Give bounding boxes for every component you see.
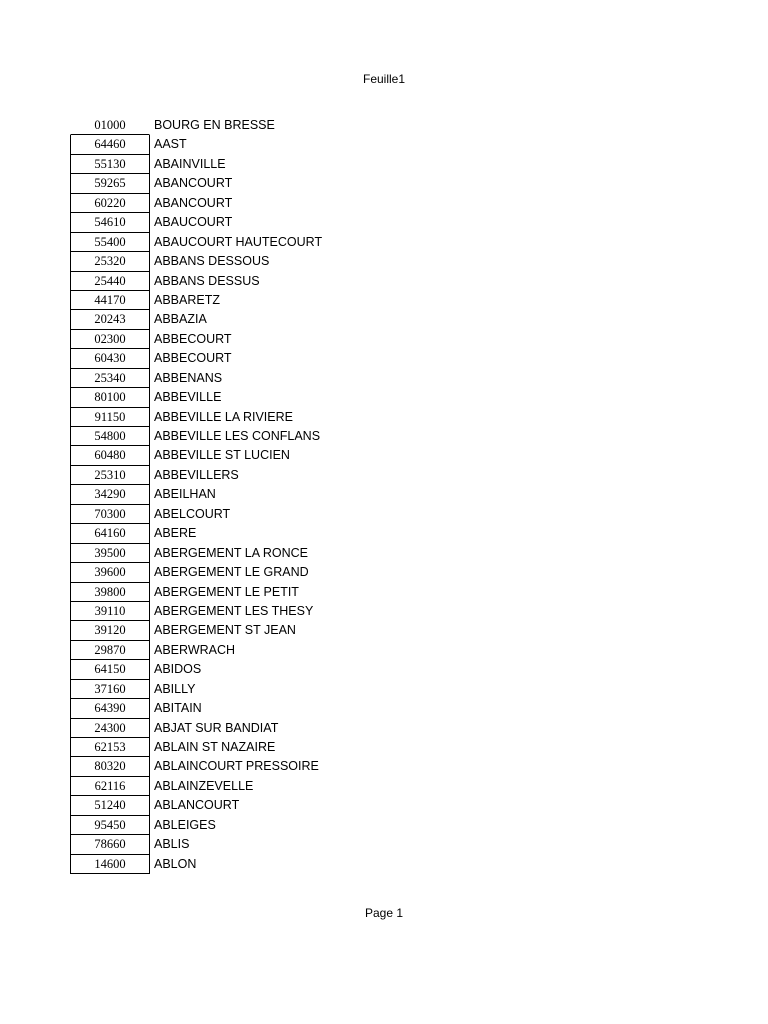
postal-code-cell: 24300 [70, 719, 150, 738]
postal-code-cell: 20243 [70, 310, 150, 329]
postal-code-cell: 64460 [70, 135, 150, 154]
postal-code-cell: 55400 [70, 233, 150, 252]
commune-name-cell: ABLIS [154, 837, 190, 852]
table-row [70, 252, 322, 271]
table-row [70, 660, 322, 679]
commune-name-cell: ABERGEMENT ST JEAN [154, 623, 296, 638]
table-row [70, 330, 322, 349]
commune-name-cell: ABAINVILLE [154, 156, 226, 171]
commune-name-cell: AAST [154, 137, 187, 152]
table-row [70, 155, 322, 174]
postal-code-cell: 70300 [70, 505, 150, 524]
postal-code-cell: 51240 [70, 796, 150, 815]
table-row [70, 466, 322, 485]
page-footer: Page 1 [364, 906, 404, 920]
commune-name-cell: ABERGEMENT LES THESY [154, 603, 314, 618]
commune-name-cell: ABILLY [154, 681, 196, 696]
postal-code-cell: 29870 [70, 641, 150, 660]
postal-code-cell: 54800 [70, 427, 150, 446]
commune-name-cell: ABAUCOURT HAUTECOURT [154, 234, 323, 249]
postal-code-cell: 59265 [70, 174, 150, 193]
table-row [70, 621, 322, 640]
postal-code-cell: 54610 [70, 213, 150, 232]
postal-code-cell: 39110 [70, 602, 150, 621]
commune-name-cell: ABELCOURT [154, 506, 231, 521]
table-row [70, 777, 322, 796]
postal-code-cell: 39600 [70, 563, 150, 582]
commune-name-cell: ABLON [154, 856, 197, 871]
postal-code-cell: 14600 [70, 855, 150, 874]
table-row [70, 194, 322, 213]
postal-code-cell: 34290 [70, 485, 150, 504]
postal-code-cell: 60220 [70, 194, 150, 213]
table-row [70, 446, 322, 465]
postal-code-cell: 91150 [70, 408, 150, 427]
table-row [70, 544, 322, 563]
commune-name-cell: ABBEVILLE LA RIVIERE [154, 409, 293, 424]
commune-name-cell: ABJAT SUR BANDIAT [154, 720, 279, 735]
commune-name-cell: ABIDOS [154, 662, 202, 677]
commune-name-cell: ABLAINCOURT PRESSOIRE [154, 759, 319, 774]
commune-name-cell: ABLAIN ST NAZAIRE [154, 740, 276, 754]
commune-name-cell: ABBENANS [154, 370, 223, 385]
postal-code-cell: 64150 [70, 660, 150, 679]
commune-name-cell: ABBAZIA [154, 312, 207, 327]
commune-name-cell: BOURG EN BRESSE [154, 118, 275, 132]
table-row [70, 505, 322, 524]
postal-code-cell: 01000 [70, 116, 150, 135]
postal-code-cell: 44170 [70, 291, 150, 310]
postal-code-cell: 37160 [70, 680, 150, 699]
commune-name-cell: ABERGEMENT LE GRAND [154, 565, 309, 580]
commune-name-cell: ABAUCOURT [154, 215, 233, 230]
postal-code-cell: 64390 [70, 699, 150, 718]
commune-name-cell: ABBANS DESSUS [154, 273, 260, 288]
commune-name-cell: ABEILHAN [154, 487, 216, 502]
commune-name-cell: ABANCOURT [154, 176, 233, 191]
commune-name-cell: ABERE [154, 526, 197, 541]
table-row [70, 116, 322, 135]
table-row [70, 135, 322, 154]
commune-name-cell: ABANCOURT [154, 195, 233, 210]
table-row [70, 699, 322, 718]
postal-code-cell: 62116 [70, 777, 150, 796]
table-row [70, 719, 322, 738]
table-row [70, 213, 322, 232]
table-row [70, 310, 322, 329]
postal-code-cell: 39120 [70, 621, 150, 640]
commune-name-cell: ABBECOURT [154, 331, 232, 346]
postal-code-cell: 64160 [70, 524, 150, 543]
postal-code-cell: 80100 [70, 388, 150, 407]
table-row [70, 369, 322, 388]
commune-name-cell: ABBANS DESSOUS [154, 254, 270, 269]
table-row [70, 835, 322, 854]
table-row [70, 563, 322, 582]
commune-name-cell: ABLEIGES [154, 817, 216, 832]
commune-name-cell: ABERGEMENT LE PETIT [154, 584, 299, 599]
postal-code-cell: 95450 [70, 816, 150, 835]
commune-name-cell: ABBEVILLE LES CONFLANS [154, 429, 321, 443]
commune-name-cell: ABERGEMENT LA RONCE [154, 545, 308, 560]
table-row [70, 680, 322, 699]
commune-name-cell: ABBEVILLERS [154, 467, 239, 482]
postal-code-cell: 62153 [70, 738, 150, 757]
commune-name-cell: ABBEVILLE [154, 390, 222, 405]
postal-code-cell: 25320 [70, 252, 150, 271]
postal-code-cell: 60430 [70, 349, 150, 368]
postal-code-cell: 25310 [70, 466, 150, 485]
commune-name-cell: ABLAINZEVELLE [154, 778, 254, 793]
table-row [70, 408, 322, 427]
postal-code-cell: 60480 [70, 446, 150, 465]
postal-code-cell: 25440 [70, 272, 150, 291]
sheet-title: Feuille1 [362, 72, 406, 86]
table-row [70, 485, 322, 504]
table-row [70, 427, 322, 446]
postal-code-cell: 55130 [70, 155, 150, 174]
table-row [70, 272, 322, 291]
table-row [70, 233, 322, 252]
table-row [70, 602, 322, 621]
postal-code-cell: 25340 [70, 369, 150, 388]
postal-code-table [70, 116, 322, 874]
table-row [70, 738, 322, 757]
commune-name-cell: ABITAIN [154, 701, 202, 716]
table-row [70, 641, 322, 660]
table-row [70, 855, 322, 874]
postal-code-cell: 39500 [70, 544, 150, 563]
table-row [70, 349, 322, 368]
table-row [70, 524, 322, 543]
commune-name-cell: ABERWRACH [154, 642, 236, 657]
postal-code-cell: 39800 [70, 583, 150, 602]
table-row [70, 291, 322, 310]
postal-code-cell: 78660 [70, 835, 150, 854]
commune-name-cell: ABBECOURT [154, 351, 232, 366]
commune-name-cell: ABBARETZ [154, 292, 220, 307]
table-row [70, 757, 322, 776]
postal-code-cell: 80320 [70, 757, 150, 776]
table-row [70, 388, 322, 407]
commune-name-cell: ABBEVILLE ST LUCIEN [154, 448, 290, 463]
table-row [70, 816, 322, 835]
table-row [70, 583, 322, 602]
commune-name-cell: ABLANCOURT [154, 798, 240, 813]
table-row [70, 796, 322, 815]
postal-code-cell: 02300 [70, 330, 150, 349]
table-row [70, 174, 322, 193]
